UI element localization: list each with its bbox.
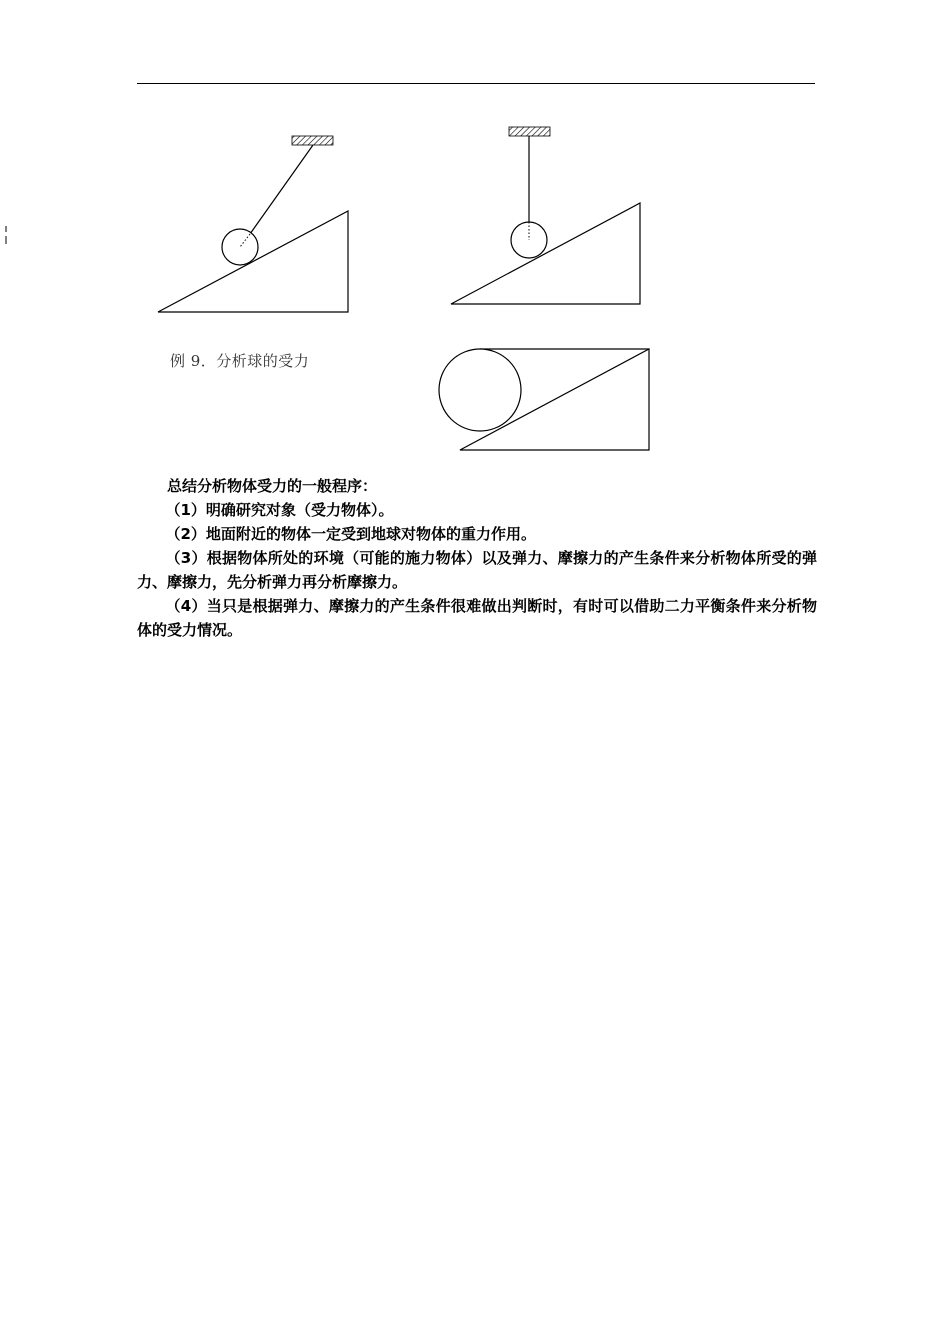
summary-step-2: （2）地面附近的物体一定受到地球对物体的重力作用。 <box>165 525 536 543</box>
ball <box>439 349 521 431</box>
summary-section <box>137 474 817 642</box>
incline-block <box>158 211 348 312</box>
summary-step-4: （4）当只是根据弹力、摩擦力的产生条件很难做出判断时，有时可以借助二力平衡条件来分析物体的受力情况。 <box>137 597 817 639</box>
summary-step-1: （1）明确研究对象（受力物体）。 <box>165 501 394 519</box>
figure-wedged-ball <box>439 349 649 450</box>
force-diagrams <box>0 0 950 470</box>
summary-step-3: （3）根据物体所处的环境（可能的施力物体）以及弹力、摩擦力的产生条件来分析物体所受的弹力、摩擦力，先分析弹力再分析摩擦力。 <box>137 549 817 591</box>
figure-vertical-string <box>451 127 640 304</box>
figure-slanted-string <box>158 136 348 312</box>
ceiling-support <box>509 127 550 136</box>
incline-block <box>451 203 640 304</box>
ceiling-support <box>292 136 333 145</box>
string <box>250 145 313 234</box>
summary-heading: 总结分析物体受力的一般程序： <box>167 477 378 495</box>
example-label: 例 9．分析球的受力 <box>170 352 310 370</box>
